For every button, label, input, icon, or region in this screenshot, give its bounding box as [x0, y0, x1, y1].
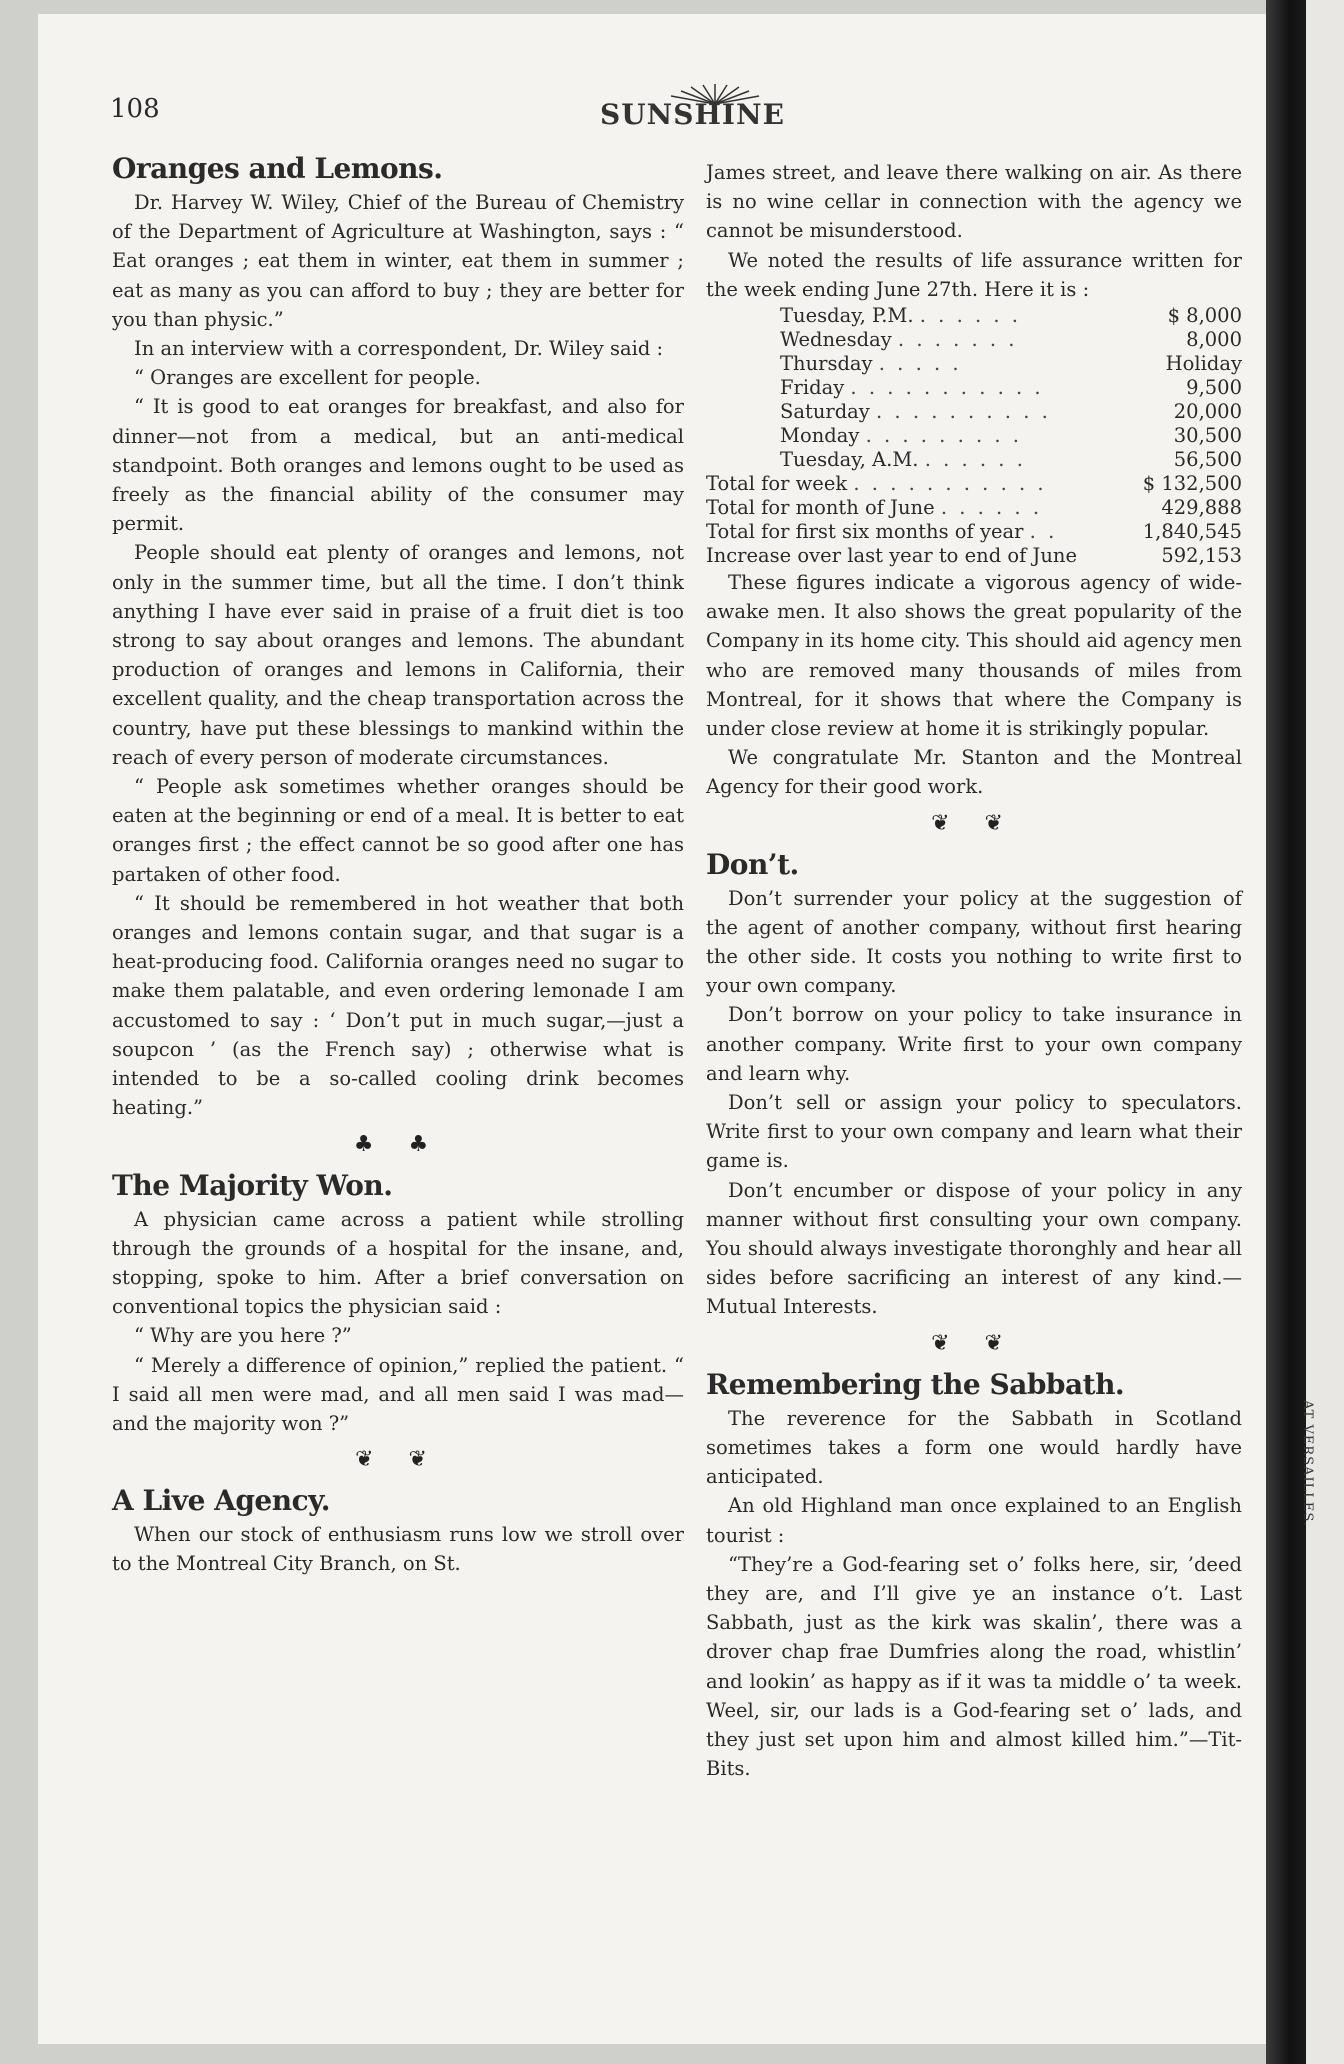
article-title-oranges: Oranges and Lemons.	[112, 152, 443, 185]
report-label: Monday	[780, 424, 860, 448]
paragraph: The reverence for the Sabbath in Scotland sometimes takes a form one would hardly have anticipated.	[706, 1406, 1242, 1489]
paragraph: Don’t borrow on your policy to take insurance in another company. Write first to your own company and learn why.	[706, 1003, 1242, 1085]
report-amount: 20,000	[1173, 400, 1242, 424]
report-row-day	[706, 424, 1242, 448]
page-number: 108	[110, 94, 160, 124]
paragraph: In an interview with a correspondent, Dr. Wiley said :	[134, 337, 664, 361]
paragraph: “ It is good to eat oranges for breakfast, and also for dinner—not from a medical, but an anti-medical standpoint. Both oranges and lemons ought to be used as freely as the financial ability of the consumer may permit.	[112, 395, 684, 536]
report-label: Tuesday, A.M.	[780, 448, 919, 472]
article-title-live-agency: A Live Agency.	[112, 1484, 330, 1518]
report-amount: 592,153	[1161, 544, 1242, 568]
report-amount: 9,500	[1186, 376, 1242, 400]
paragraph: Don’t surrender your policy at the suggestion of the agent of another company, without first hearing the other side. It costs you nothing to write first to your own company.	[706, 886, 1242, 998]
paragraph: Dr. Harvey W. Wiley, Chief of the Bureau of Chemistry of the Department of Agriculture at Washington, says : “ Eat oranges ; eat them in winter, eat them in summer ; eat as many as you can afford to buy ; they are better for you than physic.”	[112, 191, 684, 331]
report-label: Tuesday, P.M.	[780, 304, 914, 328]
paragraph: “ Oranges are excellent for people.	[134, 366, 481, 390]
leader-dots: . . . . .	[878, 352, 962, 376]
paragraph: James street, and leave there walking on air. As there is no wine cellar in connection with the agency we cannot be misunderstood.	[706, 161, 1242, 243]
leader-dots: . . . . . . . . . . .	[853, 472, 1047, 496]
leader-dots: . .	[1029, 520, 1058, 544]
paragraph: Don’t sell or assign your policy to speculators. Write first to your own company and learn what their game is.	[706, 1091, 1242, 1173]
leader-dots: . . . . . .	[919, 304, 1021, 328]
report-row-day	[706, 400, 1242, 424]
leader-dots: . . . . . . .	[897, 328, 1018, 352]
section-ornament: ❦ ❦	[355, 1447, 441, 1473]
paragraph: These figures indicate a vigorous agency of wide-awake men. It also shows the great popularity of the Company in its home city. This should aid agency men who are removed many thousands of miles from Montreal, for it shows that where the Company is under close review at home it is strikingly popular.	[706, 571, 1242, 741]
report-label: Total for first six months of year	[706, 520, 1024, 544]
report-amount: 56,500	[1173, 448, 1242, 472]
report-label: Total for month of June	[706, 496, 935, 520]
paragraph: We noted the results of life assurance written for the week ending June 27th. Here it is :	[706, 248, 1242, 301]
paragraph: An old Highland man once explained to an English tourist :	[706, 1494, 1242, 1547]
report-row-day	[706, 304, 1242, 328]
binding-gutter	[1266, 0, 1306, 2064]
assurance-report-table	[706, 304, 1242, 568]
paragraph: We congratulate Mr. Stanton and the Montreal Agency for their good work.	[706, 746, 1242, 799]
leader-dots: . . . . . . . . . .	[876, 400, 1051, 424]
paragraph: “ People ask sometimes whether oranges should be eaten at the beginning or end of a meal. It is better to eat oranges first ; the effect cannot be so good after one has partaken of other food.	[112, 775, 684, 886]
article-title-dont: Don’t.	[706, 847, 799, 881]
side-caption: AT VERSAILLES.	[1300, 1400, 1315, 1527]
paragraph: “ It should be remembered in hot weather that both oranges and lemons contain sugar, and that sugar is a heat-producing food. California oranges need no sugar to make them palatable, and even ordering lemonade I am accustomed to say : ‘ Don’t put in much sugar,—just a soupcon ’ (as the French say) ; otherwise what is intended to be a so-called cooling drink becomes heating.”	[112, 891, 684, 1120]
paragraph: “ Merely a difference of opinion,” replied the patient. “ I said all men were mad, and all men said I was mad—and the majority won ?”	[112, 1353, 684, 1435]
section-ornament: ♣ ♣	[353, 1131, 443, 1157]
leader-dots: . . . . . . . . . . .	[850, 376, 1044, 400]
report-row-total	[706, 520, 1242, 544]
report-amount: 8,000	[1186, 328, 1242, 352]
report-row-day	[706, 448, 1242, 472]
report-row-total	[706, 544, 1242, 568]
facing-page-edge	[1306, 0, 1344, 2064]
leader-dots: . . . . . .	[924, 448, 1026, 472]
paragraph: Don’t encumber or dispose of your policy in any manner without first consulting your own company. You should always investigate thoronghly and hear all sides before sacrificing an interest of any kind.—Mutual Interests.	[706, 1178, 1242, 1319]
report-row-total	[706, 472, 1242, 496]
report-amount: $ 8,000	[1167, 304, 1242, 328]
report-label: Wednesday	[780, 328, 892, 352]
report-row-day	[706, 376, 1242, 400]
left-column	[112, 150, 684, 1579]
report-row-total	[706, 496, 1242, 520]
report-label: Friday	[780, 376, 845, 400]
leader-dots: . . . . . .	[940, 496, 1043, 520]
paragraph: People should eat plenty of oranges and lemons, not only in the summer time, but all the time. I don’t think anything I have ever said in praise of a fruit diet is too strong to say about oranges and lemons. The abundant production of oranges and lemons in California, their excellent quality, and the cheap transportation across the country, have put these blessings to mankind within the reach of every person of moderate circumstances.	[112, 541, 684, 769]
paragraph: A physician came across a patient while strolling through the grounds of a hospital for the insane, and, stopping, spoke to him. After a brief conversation on conventional topics the physician said :	[112, 1207, 684, 1319]
paragraph: When our stock of enthusiasm runs low we stroll over to the Montreal City Branch, on St.	[112, 1523, 684, 1576]
leader-dots: . . . . . . . . .	[865, 424, 1022, 448]
report-label: Total for week	[706, 472, 848, 496]
report-label: Increase over last year to end of June	[706, 544, 1078, 568]
article-title-sabbath: Remembering the Sabbath.	[706, 1367, 1125, 1401]
report-amount: 429,888	[1161, 496, 1242, 520]
right-column	[706, 158, 1242, 1783]
section-ornament: ❦ ❦	[931, 1330, 1017, 1356]
report-amount: $ 132,500	[1142, 472, 1242, 496]
report-label: Thursday	[780, 352, 873, 376]
report-row-day	[706, 328, 1242, 352]
section-ornament: ❦ ❦	[931, 810, 1017, 836]
article-title-majority: The Majority Won.	[112, 1168, 393, 1202]
paragraph: “They’re a God-fearing set o’ folks here, sir, ’deed they are, and I’ll give ye an instance o’t. Last Sabbath, just as the kirk was skalin’, there was a drover chap frae Dumfries along the road, whistlin’ and lookin’ as happy as if it was ta middle o’ ta week. Weel, sir, our lads is a God-fearing set o’ lads, and they just set upon him and almost killed him.”—Tit-Bits.	[706, 1552, 1242, 1781]
report-amount: 1,840,545	[1142, 520, 1242, 544]
report-label: Saturday	[780, 400, 870, 424]
paragraph: “ Why are you here ?”	[134, 1324, 352, 1348]
masthead-title: SUNSHINE	[600, 98, 785, 131]
report-row-day	[706, 352, 1242, 376]
report-amount: Holiday	[1165, 352, 1242, 376]
report-amount: 30,500	[1173, 424, 1242, 448]
